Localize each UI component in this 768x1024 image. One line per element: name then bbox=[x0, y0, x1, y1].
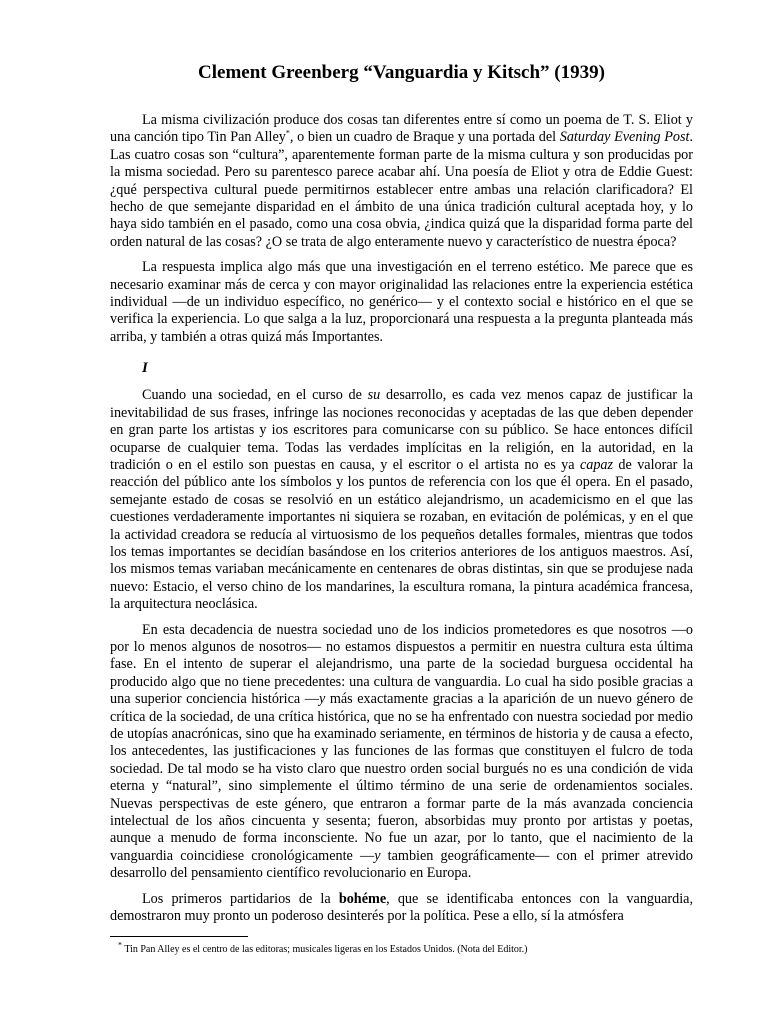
italic-run: capaz bbox=[579, 456, 614, 473]
footnote-reference: * bbox=[285, 128, 290, 138]
text-run: desarrollo, es cada vez menos capaz de justificar la inevitabilidad de sus frases, infringe las nociones reconocidas y aceptadas de las que deben depender en gran parte los artistas y ios escritores para comunicarse con su público. Se hace entonces difícil ocuparse de cualquier tema. Todas las verdades implícitas en la religión, en la autoridad, en la tradición o en el estilo son puestas en causa, y el escritor o el artista no es ya bbox=[110, 387, 693, 473]
section-heading: I bbox=[142, 360, 148, 377]
text-run: tambien geográficamente— con el primer atrevido desarrollo del pensamiento científico revolucionario en Europa. bbox=[110, 847, 693, 882]
page-title: Clement Greenberg “Vanguardia y Kitsch” (1939) bbox=[198, 62, 605, 83]
paragraph bbox=[110, 891, 693, 926]
text-run: Los primeros partidarios de la bbox=[142, 890, 339, 907]
bold-run: bohéme bbox=[338, 890, 387, 907]
paragraph bbox=[110, 112, 693, 251]
text-run: La misma civilización produce dos cosas tan diferentes entre sí como un poema de T. S. Eliot y una canción tipo Tin Pan Alley bbox=[110, 112, 693, 146]
text-run: , que se identificaba entonces con la vanguardia, demostraron muy pronto un poderoso desinterés por la política. Pese a ello, sí la atmósfera bbox=[110, 890, 693, 925]
paragraph bbox=[110, 622, 693, 883]
footnote bbox=[118, 940, 693, 956]
paragraph bbox=[110, 259, 693, 346]
italic-run: y bbox=[374, 847, 381, 864]
footnote-divider bbox=[110, 936, 248, 937]
intro-body bbox=[110, 112, 693, 346]
italic-run: Saturday Evening Post bbox=[559, 129, 690, 146]
italic-run: su bbox=[367, 387, 381, 404]
text-run: . Las cuatro cosas son “cultura”, aparentemente forman parte de la misma cultura y son producidas por la misma sociedad. Pero su parentesco parece acabar ahí. Una poesía de Eliot y otra de Eddie Guest: ¿qué perspectiva cultural puede permitirnos establecer entre ambas una relación clarificadora? El hecho de que semejante disparidad en el ámbito de una única tradición cultural aceptada hoy, y lo haya sido también en el pasado, como una cosa obvia, ¿indica quizá que la disparidad forma parte del orden natural de las cosas? ¿O se trata de algo enteramente nuevo y característico de nuestra época? bbox=[110, 129, 693, 250]
text-run: Cuando una sociedad, en el curso de bbox=[142, 387, 368, 404]
text-run: más exactamente gracias a la aparición de un nuevo género de crítica de la sociedad, de una crítica histórica, que no se ha enfrentado con nuestra sociedad por medio de utopías anacrónicas, sino que ha examinado seriamente, en términos de historia y de causa a efecto, los antecedentes, las justificaciones y las funciones de las formas que constituyen el fulcro de toda sociedad. De tal modo se ha visto claro que nuestro orden social burgués no es una condición de vida eterna y “natural”, sino simplemente el último término de una serie de ordenamientos sociales. Nuevas perspectivas de este género, que entraron a formar parte de la más avanzada conciencia intelectual de los años cincuenta y sesenta; fueron, absorbidas muy pronto por artistas y poetas, aunque a menudo de forma inconsciente. No fue un azar, por lo tanto, que el nacimiento de la vanguardia coincidiese cronológicamente — bbox=[110, 691, 693, 864]
text-run: de valorar la reacción del público ante los símbolos y los puntos de referencia con los que él opera. En el pasado, semejante estado de cosas se resolvió en un estático alejandrismo, un academicismo en el que las cuestiones verdaderamente importantes ni siquiera se rozaban, en evitación de polémicas, y en el que la actividad creadora se reducía al virtuosismo de los pequeños detalles formales, mientras que todos los temas importantes se decidían basándose en los criterios anteriores de los antiguos maestros. Así, los mismos temas variaban mecánicamente en centenares de obras distintas, sin que se produjese nada nuevo: Estacio, el verso chino de los mandarines, la escultura romana, la pintura académica francesa, la arquitectura neoclásica. bbox=[110, 456, 693, 613]
text-run: La respuesta implica algo más que una investigación en el terreno estético. Me parece que es necesario examinar más de cerca y con mayor originalidad las relaciones entre la experiencia estética individual —de un individuo específico, no genérico— y el contexto social e histórico en el que se verifica la experiencia. Lo que salga a la luz, proporcionará una respuesta a la pregunta planteada más arriba, y también a otras quizá más Importantes. bbox=[110, 259, 693, 345]
italic-run: y bbox=[318, 691, 326, 708]
text-run: En esta decadencia de nuestra sociedad uno de los indicios prometedores es que nosotros —o por lo menos algunos de nosotros— no estamos dispuestos a permitir en nuestra cultura esta última fase. En el intento de superar el alejandrismo, una parte de la sociedad burguesa occidental ha producido algo que no tiene precedentes: una cultura de vanguardia. Lo cual ha sido posible gracias a una superior conciencia histórica — bbox=[110, 621, 693, 708]
paragraph bbox=[110, 387, 693, 613]
section-body bbox=[110, 387, 693, 925]
footnote-marker: * bbox=[118, 940, 122, 950]
footnote-text: Tin Pan Alley es el centro de las editoras; musicales ligeras en los Estados Unidos. (Nota del Editor.) bbox=[122, 944, 528, 955]
text-run: , o bien un cuadro de Braque y una portada del bbox=[289, 129, 560, 146]
